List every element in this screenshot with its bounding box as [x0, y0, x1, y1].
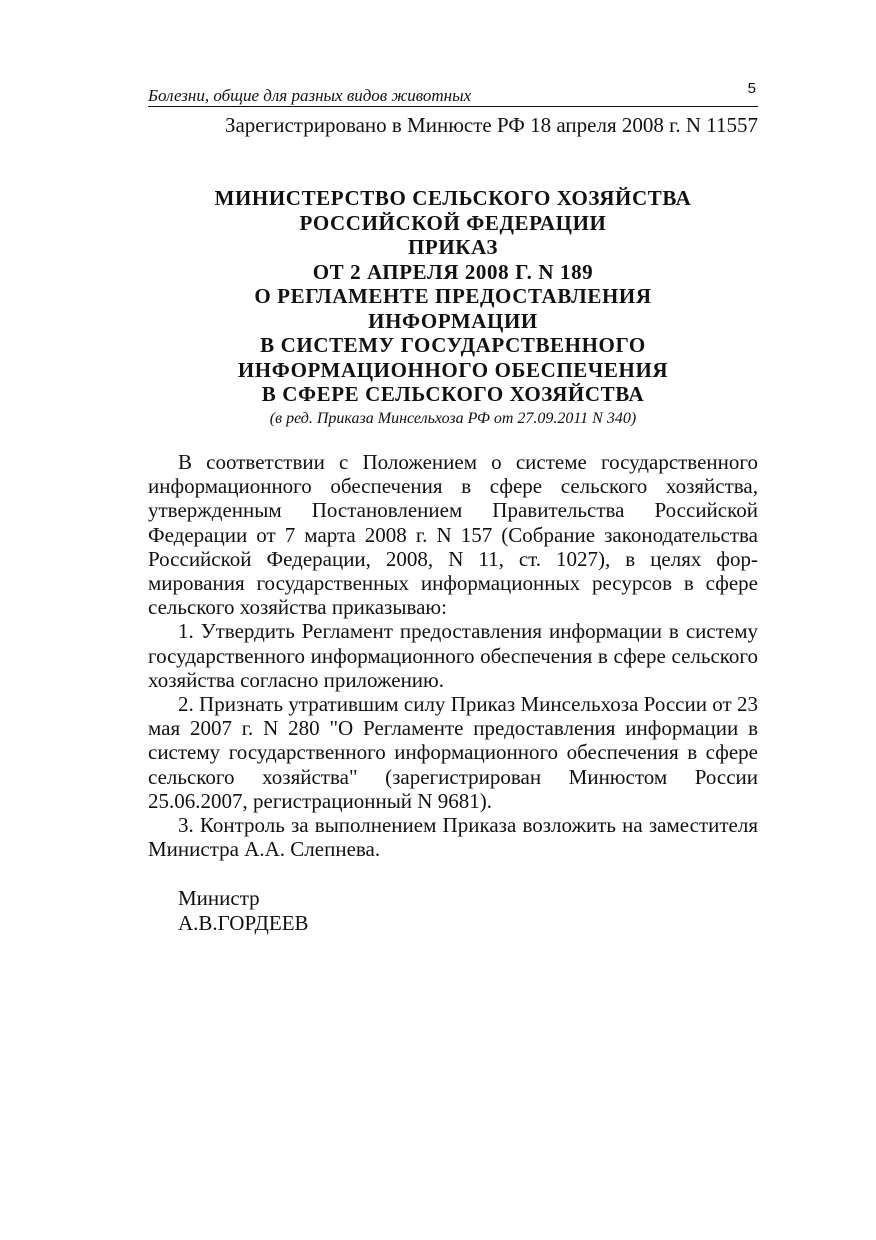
registration-note: Зарегистрировано в Минюсте РФ 18 апреля 2008 г. N 11557 — [224, 113, 758, 137]
heading-line: МИНИСТЕРСТВО СЕЛЬСКОГО ХОЗЯЙСТВА — [214, 186, 692, 210]
heading-line: ПРИКАЗ — [407, 235, 499, 259]
heading-line: В СИСТЕМУ ГОСУДАРСТВЕННОГО — [260, 333, 646, 357]
heading-line: РОССИЙСКОЙ ФЕДЕРАЦИИ — [299, 210, 607, 235]
document-heading — [148, 186, 758, 429]
body-paragraph: В соответствии с Положением о системе государственного информационного обеспечения в сфере сельского хозяйства, утвержденным Постановлением Правительства Российской Федерации от 7 марта 2008 г. N 157 (Собрание законодательства Российской Федерации, 2008, N 11, ст. 1027), в целях формирования государственных информационных ресурсов в сфере сельского хозяйства приказываю: — [148, 450, 758, 620]
document-body — [148, 450, 758, 861]
heading-line: В СФЕРЕ СЕЛЬСКОГО ХОЗЯЙСТВА — [261, 382, 645, 406]
signatory-name: А.В.ГОРДЕЕВ — [178, 911, 309, 935]
signature-block — [178, 886, 309, 936]
body-paragraph: 1. Утвердить Регламент предоставления информации в систему государственного информационного обеспечения в сфере сельского хозяйства согласно приложению. — [148, 619, 758, 692]
heading-line: О РЕГЛАМЕНТЕ ПРЕДОСТАВЛЕНИЯ — [254, 284, 652, 308]
running-head — [148, 80, 758, 107]
signatory-position: Министр — [178, 886, 260, 910]
running-head-title: Болезни, общие для разных видов животных — [148, 86, 472, 105]
heading-line: ИНФОРМАЦИИ — [368, 308, 538, 333]
edition-note: (в ред. Приказа Минсельхоза РФ от 27.09.2011 N 340) — [269, 409, 637, 427]
heading-line: ИНФОРМАЦИОННОГО ОБЕСПЕЧЕНИЯ — [237, 357, 669, 382]
heading-line: ОТ 2 АПРЕЛЯ 2008 Г. N 189 — [312, 259, 594, 284]
body-paragraph: 3. Контроль за выполнением Приказа возложить на заместителя Министра А.А. Слепнева. — [148, 813, 758, 862]
body-paragraph: 2. Признать утратившим силу Приказ Минсельхоза России от 23 мая 2007 г. N 280 "О Регламенте предоставления информации в систему государственного информационного обеспечения в сфере сельского хозяйства" (зарегистрирован Минюстом России 25.06.2007, регистрационный N 9681). — [148, 692, 758, 813]
page-number: 5 — [747, 80, 756, 97]
